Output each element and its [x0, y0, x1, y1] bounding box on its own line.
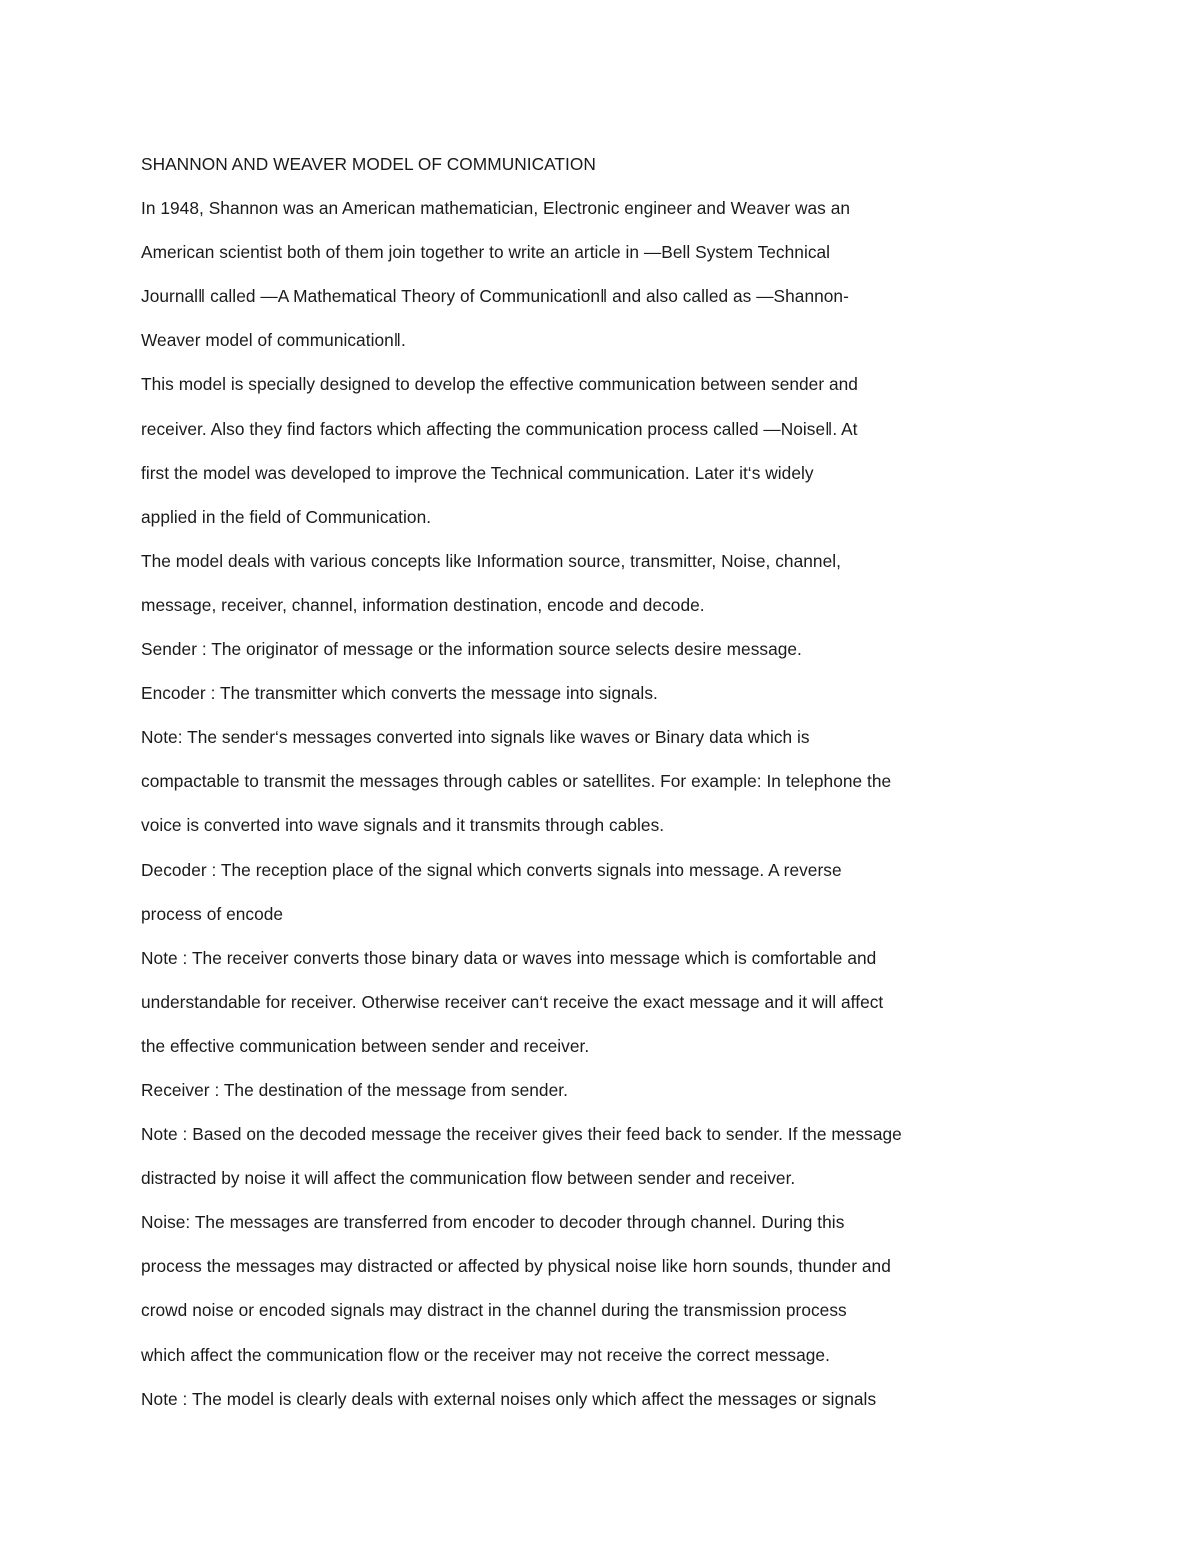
text-line: Receiver : The destination of the message from sender.	[141, 1079, 568, 1100]
text-line: In 1948, Shannon was an American mathematician, Electronic engineer and Weaver was an	[141, 198, 851, 219]
text-line: Note : The model is clearly deals with external noises only which affect the messages or signals	[141, 1388, 877, 1409]
text-line: Journal‖ called ―A Mathematical Theory of Communication‖ and also called as ―Shannon-	[141, 286, 849, 307]
document-body	[141, 142, 1021, 1421]
text-line: applied in the field of Communication.	[141, 506, 432, 527]
text-line: first the model was developed to improve the Technical communication. Later it‘s widely	[141, 462, 814, 483]
text-line: The model deals with various concepts like Information source, transmitter, Noise, channel,	[141, 550, 841, 571]
text-line: Encoder : The transmitter which converts the message into signals.	[141, 683, 658, 704]
text-line: Weaver model of communication‖.	[141, 330, 406, 351]
text-line: compactable to transmit the messages through cables or satellites. For example: In telephone the	[141, 771, 892, 792]
text-line: distracted by noise it will affect the communication flow between sender and receiver.	[141, 1168, 796, 1189]
text-line: Sender : The originator of message or the information source selects desire message.	[141, 639, 802, 660]
text-line: process of encode	[141, 903, 284, 924]
text-line: Note : The receiver converts those binary data or waves into message which is comfortable and	[141, 947, 877, 968]
text-line: receiver. Also they find factors which affecting the communication process called ―Noise‖. At	[141, 418, 858, 439]
text-line: which affect the communication flow or the receiver may not receive the correct message.	[141, 1344, 830, 1365]
text-line: This model is specially designed to develop the effective communication between sender and	[141, 374, 858, 395]
text-line: voice is converted into wave signals and it transmits through cables.	[141, 815, 665, 836]
text-line: the effective communication between sender and receiver.	[141, 1035, 590, 1056]
text-line: Note: The sender‘s messages converted into signals like waves or Binary data which is	[141, 727, 810, 748]
text-line: understandable for receiver. Otherwise receiver can‘t receive the exact message and it will affect	[141, 991, 884, 1012]
document-title: SHANNON AND WEAVER MODEL OF COMMUNICATION	[141, 154, 596, 174]
text-line: Noise: The messages are transferred from encoder to decoder through channel. During this	[141, 1212, 845, 1233]
text-line: American scientist both of them join together to write an article in ―Bell System Technical	[141, 242, 831, 263]
text-line: Note : Based on the decoded message the receiver gives their feed back to sender. If the message	[141, 1124, 902, 1145]
text-line: Decoder : The reception place of the signal which converts signals into message. A reverse	[141, 859, 842, 880]
text-line: crowd noise or encoded signals may distract in the channel during the transmission process	[141, 1300, 847, 1321]
text-line: message, receiver, channel, information destination, encode and decode.	[141, 594, 705, 615]
text-line: process the messages may distracted or affected by physical noise like horn sounds, thunder and	[141, 1256, 891, 1277]
